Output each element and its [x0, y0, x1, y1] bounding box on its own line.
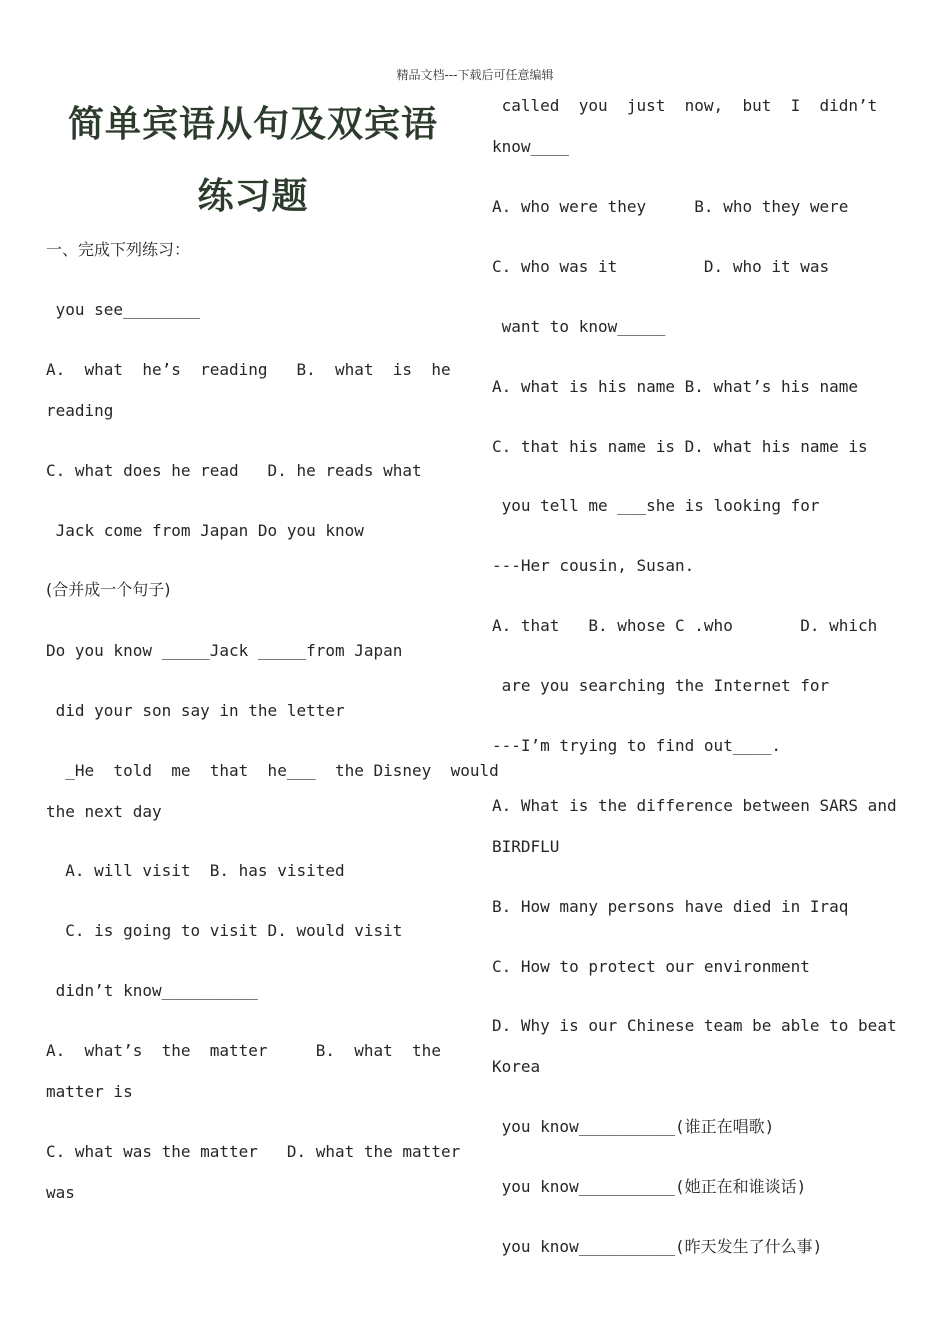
question-line: know____	[492, 137, 570, 156]
option-line: C. what does he read D. he reads what	[46, 461, 422, 480]
option-line: D. Why is our Chinese team be able to beat	[492, 1016, 897, 1035]
option-line: A. what he’s reading B. what is he	[46, 360, 451, 379]
option-line: C. is going to visit D. would visit	[46, 921, 403, 940]
option-line: A. what is his name B. what’s his name	[492, 377, 859, 396]
option-line: A. that B. whose C .who D. which	[492, 616, 878, 635]
option-line: A. what’s the matter B. what the	[46, 1041, 441, 1060]
option-line: Korea	[492, 1057, 541, 1076]
question-line: _He told me that he___ the Disney would	[46, 761, 499, 780]
option-line: C. who was it D. who it was	[492, 257, 830, 276]
option-line: matter is	[46, 1082, 133, 1101]
question-line: are you searching the Internet for	[492, 676, 830, 695]
instruction-line: (合并成一个句子)	[46, 580, 171, 599]
option-line: C. How to protect our environment	[492, 957, 810, 976]
question-line: Do you know _____Jack _____from Japan	[46, 641, 403, 660]
option-line: C. what was the matter D. what the matter	[46, 1142, 461, 1161]
question-line: you see________	[46, 300, 201, 319]
option-line: was	[46, 1183, 75, 1202]
question-line: want to know_____	[492, 317, 666, 336]
option-line: A. who were they B. who they were	[492, 197, 849, 216]
question-line: didn’t know__________	[46, 981, 258, 1000]
option-line: C. that his name is D. what his name is	[492, 437, 868, 456]
option-line: B. How many persons have died in Iraq	[492, 897, 849, 916]
translation-question: you know__________(谁正在唱歌)	[492, 1117, 775, 1136]
option-line: A. What is the difference between SARS and	[492, 796, 897, 815]
section-heading: 一、完成下列练习：	[46, 240, 191, 259]
question-line: the next day	[46, 802, 162, 821]
option-line: A. will visit B. has visited	[46, 861, 345, 880]
option-line: BIRDFLU	[492, 837, 560, 856]
doc-title-line1: 简单宾语从句及双宾语	[67, 104, 438, 145]
doc-title-line2: 练习题	[197, 176, 309, 217]
answer-line: ---Her cousin, Susan.	[492, 556, 695, 575]
question-line: you tell me ___she is looking for	[492, 496, 820, 515]
question-line: called you just now, but I didn’t	[492, 96, 878, 115]
translation-question: you know__________(昨天发生了什么事)	[492, 1237, 823, 1256]
question-line: Jack come from Japan Do you know	[46, 521, 364, 540]
answer-line: ---I’m trying to find out____.	[492, 736, 781, 755]
question-line: did your son say in the letter	[46, 701, 345, 720]
page-header: 精品文档---下载后可任意编辑	[396, 68, 554, 82]
option-line: reading	[46, 401, 114, 420]
translation-question: you know__________(她正在和谁谈话)	[492, 1177, 807, 1196]
